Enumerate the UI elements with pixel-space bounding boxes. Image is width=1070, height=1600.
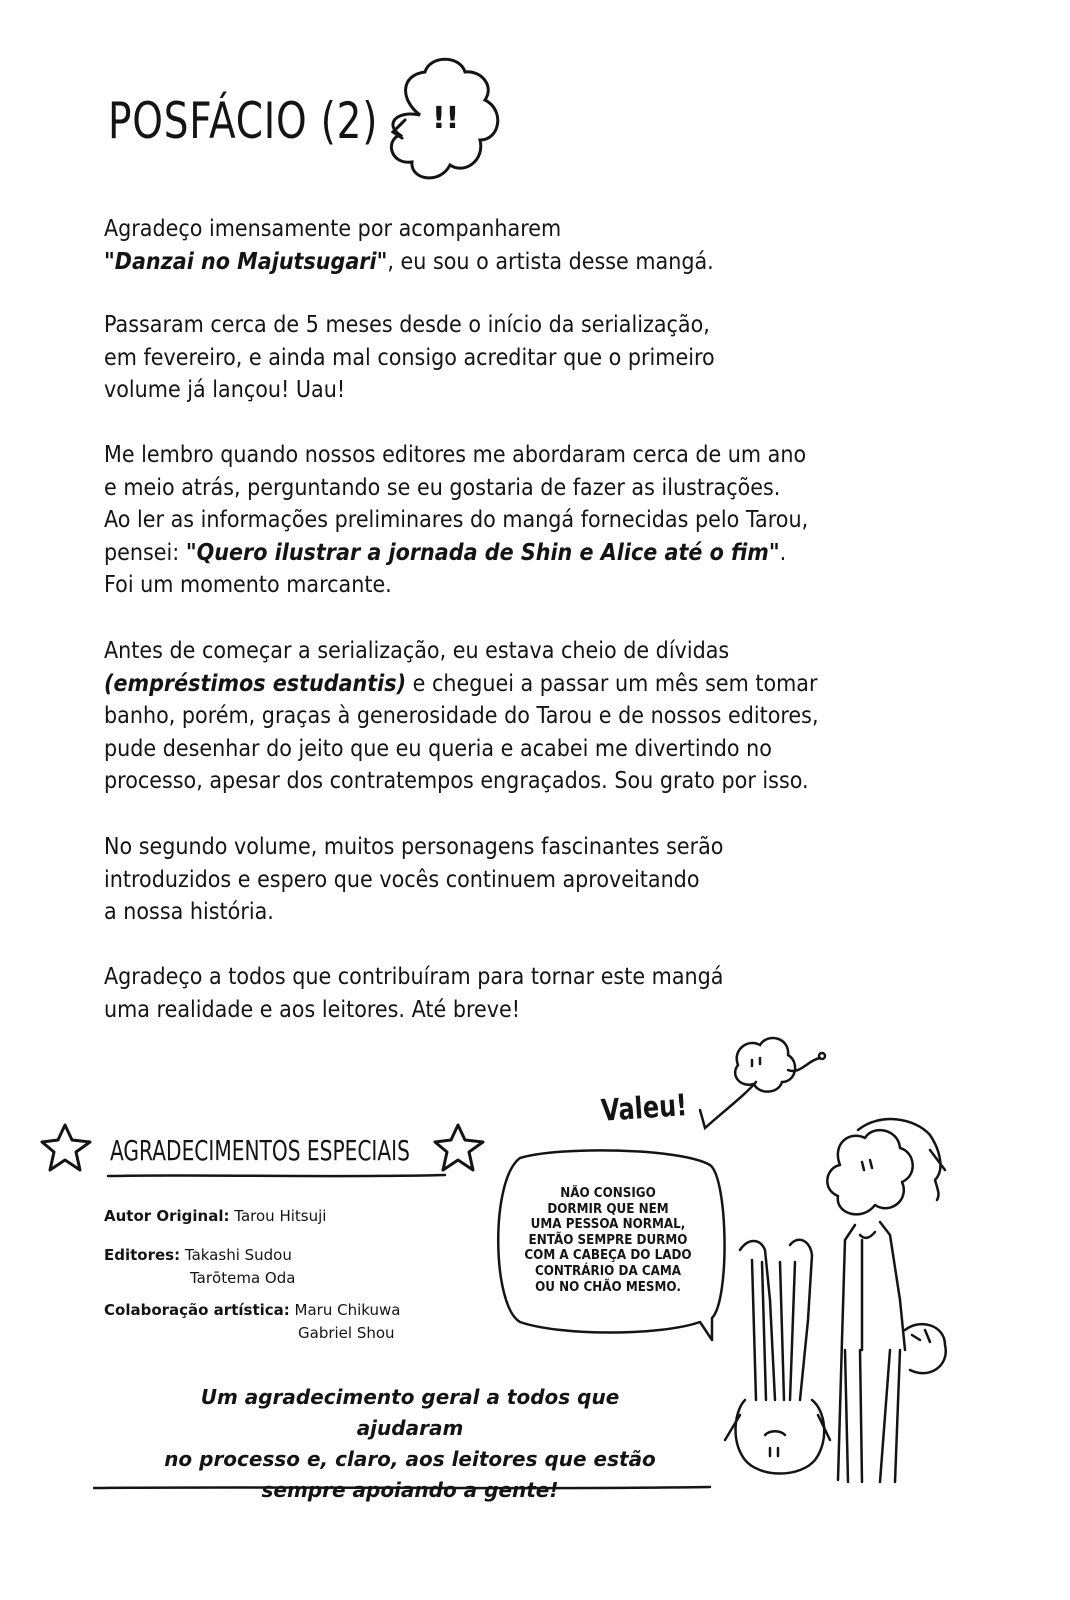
- paragraph-line: Antes de começar a serialização, eu estava cheio de dívidas: [104, 638, 730, 664]
- star-icon-left: [42, 1125, 90, 1170]
- credit-art: Colaboração artística: Maru Chikuwa: [104, 1301, 401, 1319]
- paragraph-line: introduzidos e espero que vocês continuem aproveitando: [104, 866, 700, 893]
- speech-line: NÃO CONSIGO: [560, 1186, 656, 1201]
- paragraph-5: [104, 831, 896, 929]
- paragraph-line: processo, apesar dos contratempos engraçados. Sou grato por isso.: [104, 768, 809, 794]
- paragraph-line: uma realidade e aos leitores. Até breve!: [104, 996, 521, 1023]
- special-thanks-title: AGRADECIMENTOS ESPECIAIS: [110, 1134, 410, 1167]
- paragraph-line: pude desenhar do jeito que eu queria e acabei me divertindo no: [104, 735, 772, 762]
- paragraph-3: [104, 439, 896, 602]
- paragraph-line: Passaram cerca de 5 meses desde o início da serialização,: [104, 312, 710, 338]
- paragraph-line: Ao ler as informações preliminares do mangá fornecidas pelo Tarou,: [104, 507, 809, 533]
- speech-line: UMA PESSOA NORMAL,: [530, 1217, 686, 1233]
- closing-line: no processo e, claro, aos leitores que estão: [164, 1447, 656, 1471]
- paragraph-line: Me lembro quando nossos editores me abordaram cerca de um ano: [104, 442, 807, 468]
- valeu-exclamation: Valeu!: [600, 1088, 689, 1129]
- closing-thanks: [150, 1382, 670, 1506]
- paragraph-line: e meio atrás, perguntando se eu gostaria de fazer as ilustrações.: [104, 474, 781, 501]
- paragraph-line: Agradeço imensamente por acompanharem: [104, 216, 562, 242]
- closing-line: sempre apoiando a gente!: [261, 1478, 559, 1502]
- paragraph-6: [104, 961, 896, 1026]
- standing-character: [827, 1119, 945, 1482]
- paragraph-line: volume já lançou! Uau!: [104, 377, 346, 403]
- paragraph-line: a nossa história.: [104, 899, 274, 925]
- paragraph-line: em fevereiro, e ainda mal consigo acreditar que o primeiro: [104, 344, 715, 371]
- speech-bubble-text: [516, 1186, 700, 1295]
- paragraph-line: Agradeço a todos que contribuíram para tornar este mangá: [104, 964, 724, 990]
- speech-line: CONTRÁRIO DA CAMA: [534, 1263, 682, 1279]
- credit-art-2: Gabriel Shou: [298, 1324, 395, 1342]
- paragraph-line: banho, porém, graças à generosidade do Tarou e de nossos editores,: [104, 703, 819, 729]
- paragraph-1: [104, 213, 896, 278]
- doodle-face-icon: [700, 1038, 825, 1128]
- star-icon-right: [435, 1125, 483, 1170]
- credit-author: Autor Original: Tarou Hitsuji: [104, 1207, 327, 1225]
- closing-line: Um agradecimento geral a todos que ajudaram: [200, 1385, 620, 1440]
- paragraph-2: [104, 309, 896, 407]
- paragraph-line: "Danzai no Majutsugari", eu sou o artista desse mangá.: [104, 248, 714, 275]
- speech-line: OU NO CHÃO MESMO.: [535, 1279, 681, 1295]
- paragraph-line: pensei: "Quero ilustrar a jornada de Shin e Alice até o fim".: [104, 539, 787, 566]
- speech-line: ENTÃO SEMPRE DURMO: [528, 1232, 688, 1248]
- paragraph-line: (empréstimos estudantis) e cheguei a passar um mês sem tomar: [104, 670, 818, 697]
- paragraph-line: Foi um momento marcante.: [104, 572, 392, 598]
- paragraph-4: [104, 635, 896, 798]
- paragraph-line: No segundo volume, muitos personagens fascinantes serão: [104, 834, 724, 860]
- title-underline: [108, 1175, 445, 1176]
- cloud-mark: !!: [432, 101, 460, 136]
- credit-editor-2: Tarōtema Oda: [190, 1269, 296, 1287]
- upside-down-character: [725, 1240, 830, 1474]
- page-title: POSFÁCIO (2): [108, 92, 379, 150]
- credit-editors: Editores: Takashi Sudou: [104, 1246, 292, 1264]
- speech-line: COM A CABEÇA DO LADO: [524, 1248, 692, 1264]
- speech-line: DORMIR QUE NEM: [547, 1201, 669, 1217]
